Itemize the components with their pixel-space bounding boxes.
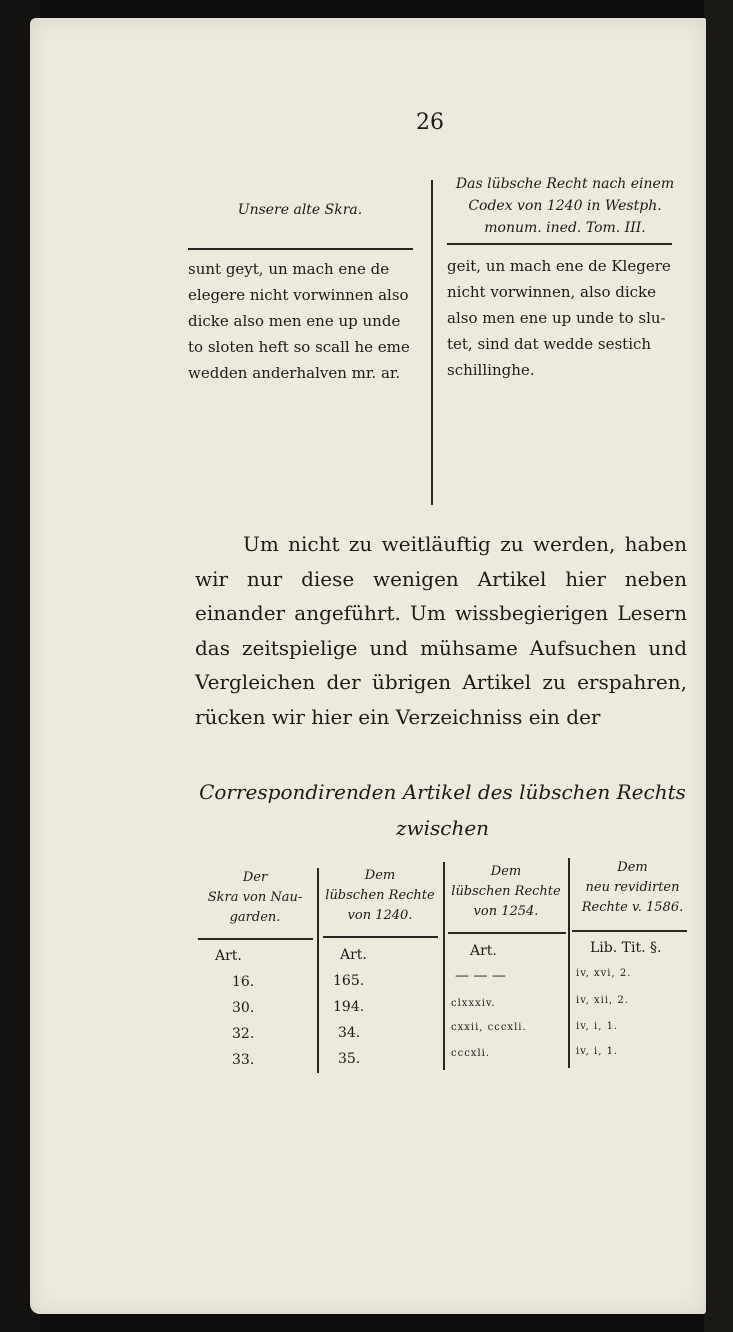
column-divider — [431, 180, 433, 505]
table-cell: 32. — [232, 1026, 255, 1042]
table-subheader: Lib. Tit. §. — [590, 940, 662, 956]
table-divider — [568, 858, 570, 1068]
left-column-heading: Unsere alte Skra. — [237, 202, 363, 218]
right-column-line: also men ene up unde to slu- — [447, 309, 666, 327]
header-line: von 1240. — [347, 908, 413, 923]
header-line: von 1254. — [473, 904, 539, 919]
body-paragraph — [195, 527, 687, 734]
table-cell: iv, xvi, 2. — [576, 968, 632, 979]
table-cell: 194. — [333, 999, 365, 1015]
table-subheader: Art. — [215, 948, 242, 964]
table-header-col1 — [195, 868, 315, 928]
right-column-line: nicht vorwinnen, also dicke — [447, 283, 657, 301]
header-line: lübschen Rechte — [325, 888, 435, 903]
left-column-line: dicke also men ene up unde — [188, 312, 401, 330]
table-cell: cxxii, cccxli. — [451, 1022, 527, 1033]
table-header-col3 — [445, 862, 567, 922]
right-heading-line: Das lübsche Recht nach einem — [455, 176, 675, 192]
table-cell: cccxli. — [451, 1048, 491, 1059]
header-line: Skra von Nau- — [207, 890, 303, 905]
table-header-col2 — [320, 866, 440, 926]
right-column-rule — [447, 243, 672, 245]
table-cell: 35. — [338, 1051, 361, 1067]
table-cell: 34. — [338, 1025, 361, 1041]
table-header-rule — [198, 938, 313, 940]
header-line: neu revidirten — [585, 880, 680, 895]
section-title — [195, 774, 690, 846]
right-heading-line: monum. ined. Tom. III. — [484, 220, 646, 236]
left-column-line: elegere nicht vorwinnen also — [188, 286, 409, 304]
table-cell: iv, i, 1. — [576, 1021, 619, 1032]
right-heading-line: Codex von 1240 in Westph. — [468, 198, 662, 214]
left-column-line: sunt geyt, un mach ene de — [188, 260, 390, 278]
right-column-line: schillinghe. — [447, 361, 535, 379]
table-cell: iv, xii, 2. — [576, 995, 629, 1006]
left-column-rule — [188, 248, 413, 250]
left-column-line: wedden anderhalven mr. ar. — [188, 364, 401, 382]
table-cell: 165. — [333, 973, 365, 989]
table-cell: 33. — [232, 1052, 255, 1068]
table-subheader: Art. — [470, 943, 497, 959]
header-line: Dem — [490, 864, 522, 879]
right-column-line: geit, un mach ene de Klegere — [447, 257, 671, 275]
header-line: lübschen Rechte — [451, 884, 561, 899]
table-header-rule — [572, 930, 687, 932]
table-subheader: Art. — [340, 947, 367, 963]
table-header-rule — [323, 936, 438, 938]
left-column-text — [188, 256, 420, 386]
table-cell: 16. — [232, 974, 255, 990]
right-column-line: tet, sind dat wedde sestich — [447, 335, 652, 353]
table-header-col4 — [570, 858, 695, 918]
left-column-line: to sloten heft so scall he eme — [188, 338, 410, 356]
right-column-text — [447, 253, 682, 383]
table-divider — [317, 868, 319, 1073]
table-cell: iv, i, 1. — [576, 1046, 619, 1057]
header-line: Dem — [617, 860, 648, 875]
section-title-line1: Correspondirenden Artikel des lübschen Rechts — [199, 780, 686, 804]
right-column-heading — [445, 173, 685, 239]
table-divider — [443, 862, 445, 1070]
header-line: Rechte v. 1586. — [581, 900, 684, 915]
paragraph-text: Um nicht zu weitläuftig zu werden, haben wir nur diese wenigen Artikel hier neben einander angeführt. Um wissbegierigen Lesern das zeitspielige und mühsame Aufsuchen und Vergleichen der übrigen Artikel zu erspahren, rücken wir hier ein Verzeichniss ein der — [195, 532, 687, 729]
table-cell: 30. — [232, 1000, 255, 1016]
header-line: garden. — [229, 910, 281, 925]
header-line: Dem — [364, 868, 396, 883]
table-header-rule — [448, 932, 566, 934]
table-cell: clxxxiv. — [451, 998, 496, 1009]
page-number: 26 — [416, 110, 444, 135]
header-line: Der — [242, 870, 268, 885]
section-title-line2: zwischen — [395, 816, 490, 840]
table-cell: — — — — [455, 968, 506, 984]
next-page-edge — [704, 0, 733, 1332]
